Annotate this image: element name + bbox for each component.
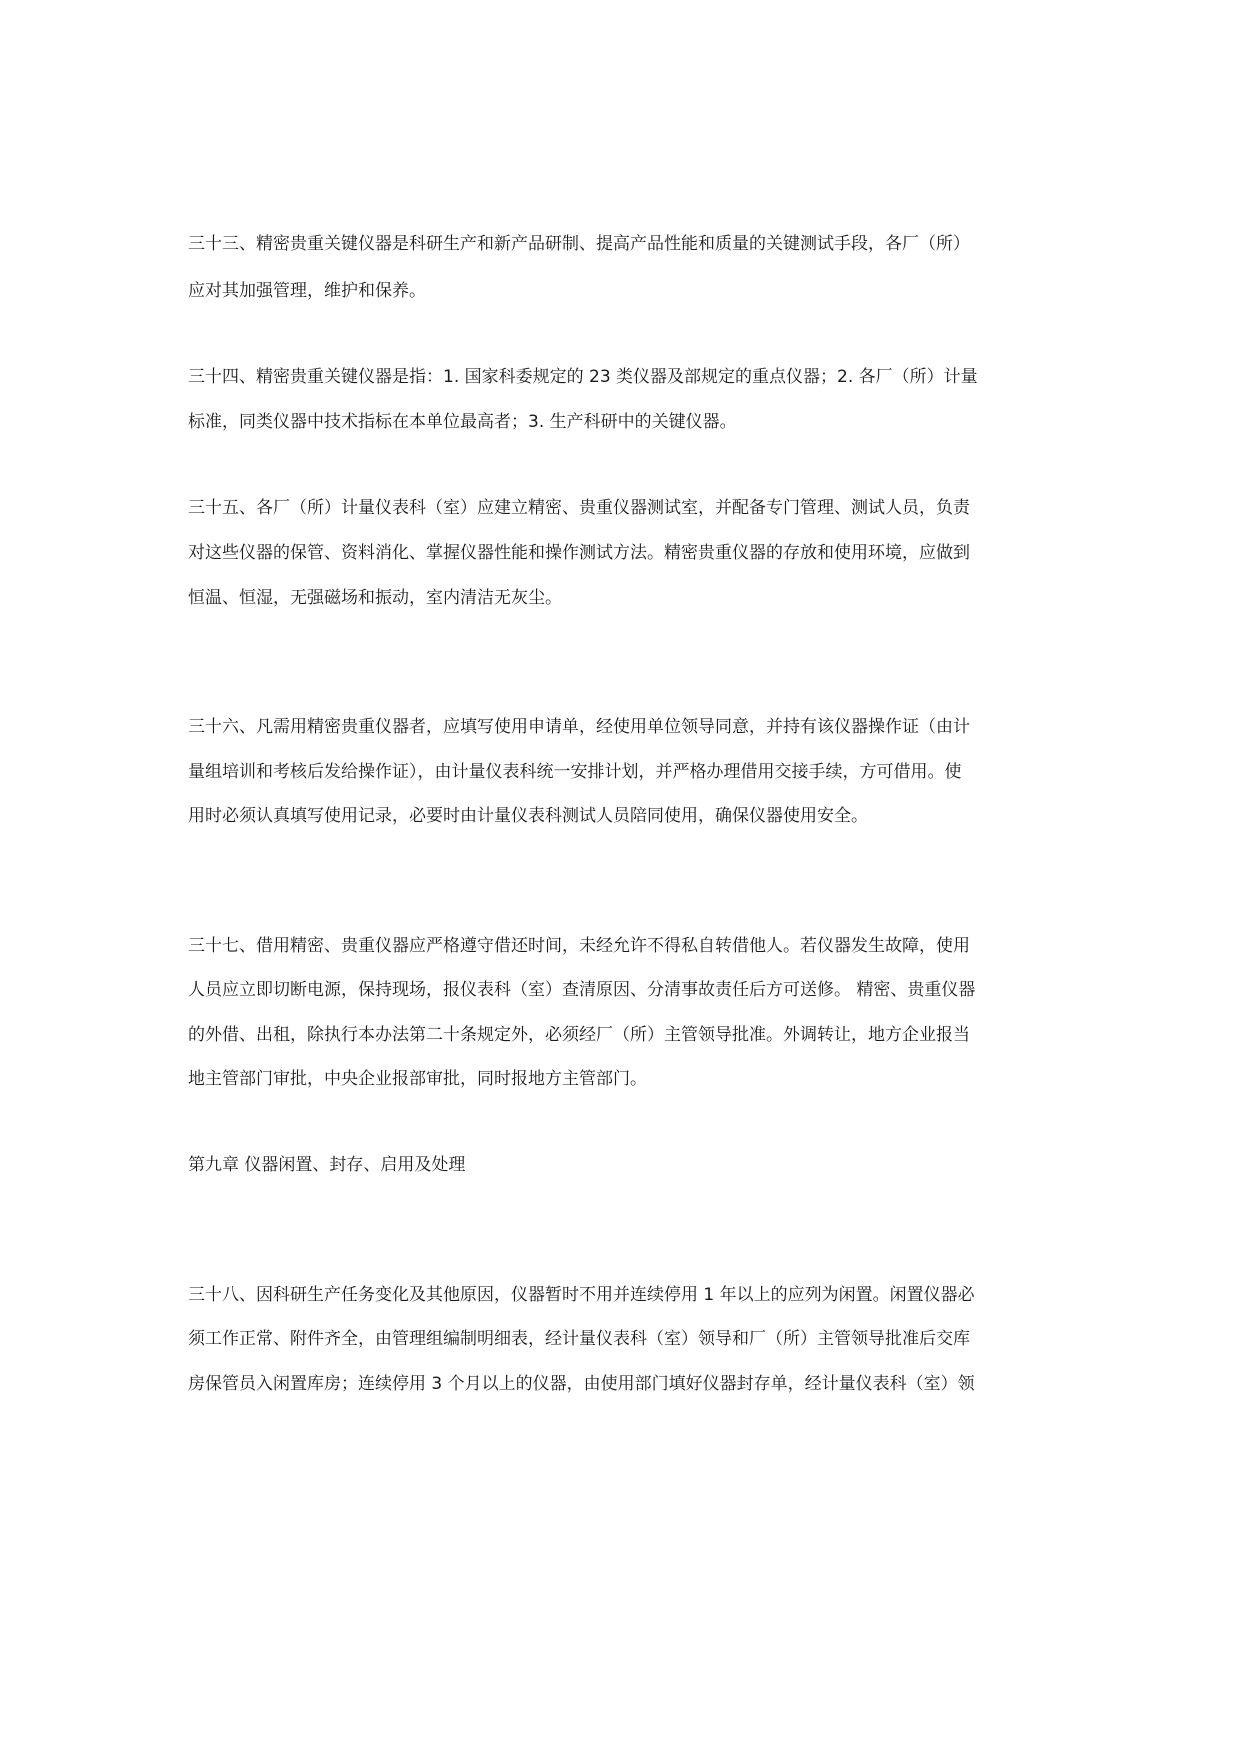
article-36-line-3: 用时必须认真填写使用记录，必要时由计量仪表科测试人员陪同使用，确保仪器使用安全。 <box>188 806 868 826</box>
article-38-line-2: 须工作正常、附件齐全，由管理组编制明细表，经计量仪表科（室）领导和厂（所）主管领导批准后交库 <box>188 1329 970 1349</box>
article-38-line-1: 三十八、因科研生产任务变化及其他原因，仪器暂时不用并连续停用 1 年以上的应列为闲置。闲置仪器必 <box>188 1285 975 1305</box>
article-37-line-1: 三十七、借用精密、贵重仪器应严格遵守借还时间，未经允许不得私自转借他人。若仪器发生故障，使用 <box>188 936 970 956</box>
article-37-line-4: 地主管部门审批，中央企业报部审批，同时报地方主管部门。 <box>188 1069 647 1089</box>
article-37-line-2: 人员应立即切断电源，保持现场，报仪表科（室）查清原因、分清事故责任后方可送修。 精密、贵重仪器 <box>188 980 976 1000</box>
article-38-line-3: 房保管员入闲置库房；连续停用 3 个月以上的仪器，由使用部门填好仪器封存单，经计量仪表科（室）领 <box>188 1374 975 1394</box>
article-36-line-1: 三十六、凡需用精密贵重仪器者，应填写使用申请单，经使用单位领导同意，并持有该仪器操作证（由计 <box>188 717 970 737</box>
article-35-line-2: 对这些仪器的保管、资料消化、掌握仪器性能和操作测试方法。精密贵重仪器的存放和使用环境，应做到 <box>188 543 970 563</box>
article-36-line-2: 量组培训和考核后发给操作证），由计量仪表科统一安排计划，并严格办理借用交接手续，方可借用。使 <box>188 762 962 782</box>
article-34-line-2: 标准，同类仪器中技术指标在本单位最高者；3. 生产科研中的关键仪器。 <box>188 412 737 432</box>
chapter-heading: 第九章 仪器闲置、封存、启用及处理 <box>188 1155 466 1175</box>
article-35-line-1: 三十五、各厂（所）计量仪表科（室）应建立精密、贵重仪器测试室，并配备专门管理、测试人员，负责 <box>188 498 970 518</box>
article-37-line-3: 的外借、出租，除执行本办法第二十条规定外，必须经厂（所）主管领导批准。外调转让，地方企业报当 <box>188 1025 970 1045</box>
article-33-line-2: 应对其加强管理，维护和保养。 <box>188 281 426 301</box>
article-33-line-1: 三十三、精密贵重关键仪器是科研生产和新产品研制、提高产品性能和质量的关键测试手段，各厂（所） <box>188 234 970 254</box>
article-35-line-3: 恒温、恒湿，无强磁场和振动，室内清洁无灰尘。 <box>188 588 562 608</box>
article-34-line-1: 三十四、精密贵重关键仪器是指：1. 国家科委规定的 23 类仪器及部规定的重点仪器；2. 各厂（所）计量 <box>188 367 978 387</box>
